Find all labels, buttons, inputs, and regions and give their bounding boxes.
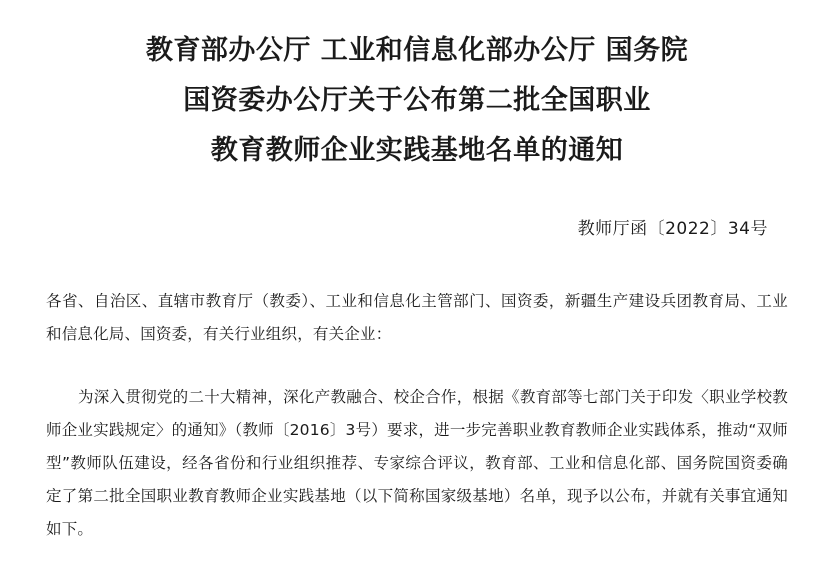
body-paragraph-1: 为深入贯彻党的二十大精神，深化产教融合、校企合作，根据《教育部等七部门关于印发〈职业学校教师企业实践规定〉的通知》（教师〔2016〕3号）要求，进一步完善职业教育教师企业实践体系，推动“双师型”教师队伍建设，经各省份和行业组织推荐、专家综合评议，教育部、工业和信息化部、国务院国资委确定了第二批全国职业教育教师企业实践基地（以下简称国家级基地）名单，现予以公布，并就有关事宜通知如下。 (46, 388, 788, 538)
title-line-2: 国资委办公厅关于公布第二批全国职业 (183, 85, 651, 116)
recipients-line: 各省、自治区、直辖市教育厅（教委）、工业和信息化主管部门、国资委，新疆生产建设兵团教育局、工业和信息化局、国资委，有关行业组织，有关企业： (46, 292, 788, 343)
document-number: 教师厅函〔2022〕34号 (577, 219, 768, 239)
title-line-1: 教育部办公厅 工业和信息化部办公厅 国务院 (145, 35, 689, 66)
document-title (46, 0, 788, 176)
title-line-3: 教育教师企业实践基地名单的通知 (210, 135, 624, 166)
document-body (46, 285, 788, 546)
